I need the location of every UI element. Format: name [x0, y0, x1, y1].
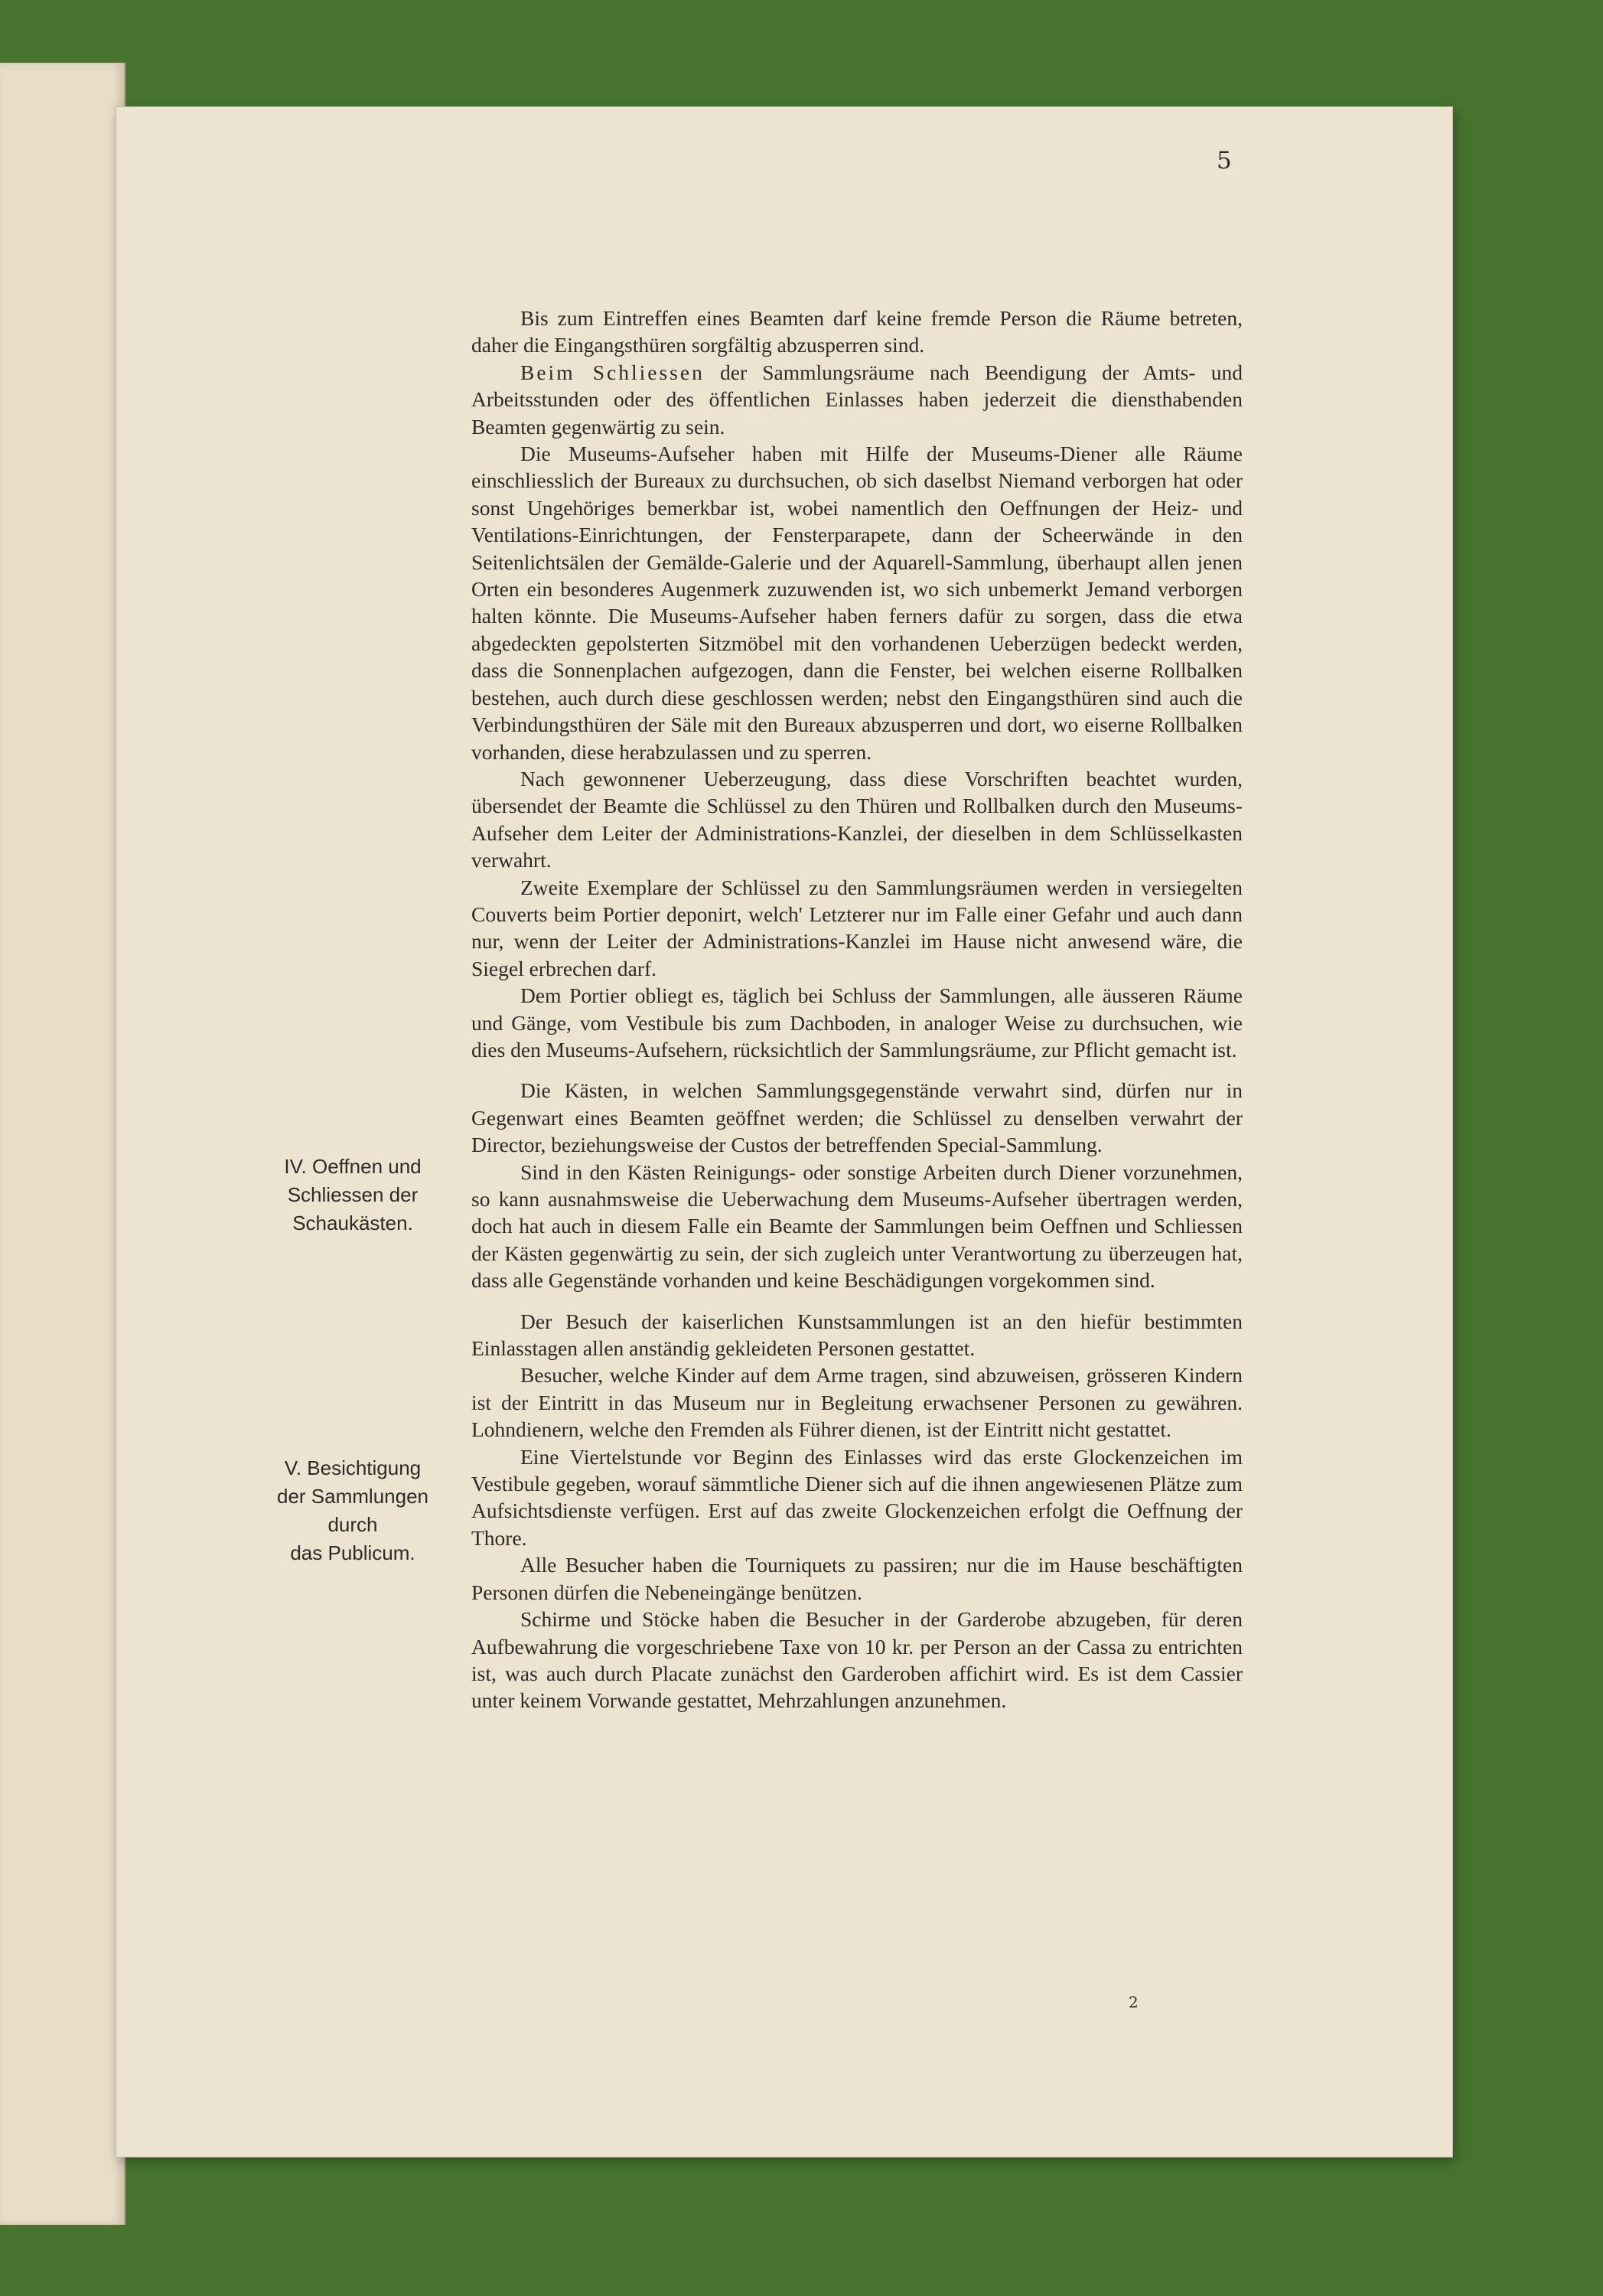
paragraph-intro-4: Nach gewonnener Ueberzeugung, dass diese Vorschriften beachtet wurden, übersendet der Beamte die Schlüssel zu den Thüren und Rollbalken durch den Museums-Aufseher dem Leiter der Administrations-Kanzlei, der dieselben in dem Schlüsselkasten verwahrt.	[471, 766, 1243, 872]
marginal-v-line-2: der Sammlungen	[277, 1485, 428, 1508]
paragraph-iv-2: Sind in den Kästen Reinigungs- oder sonstige Arbeiten durch Diener vorzunehmen, so kann ausnahmsweise die Ueberwachung dem Museums-Aufseher übertragen werden, doch hat auch in diesem Falle ein Beamte der Sammlungen beim Oeffnen und Schliessen der Kästen gegenwärtig zu sein, der sich zugleich unter Verantwortung zu überzeugen hat, dass alle Gegenstände vorhanden und keine Beschädigungen vorgekommen sind.	[471, 1159, 1243, 1293]
emphasis-schliessen: Beim Schliessen	[520, 360, 705, 384]
paragraph-v-5: Schirme und Stöcke haben die Besucher in der Garderobe abzugeben, für deren Aufbewahrung die vorgeschriebene Taxe von 10 kr. per Person an der Cassa zu entrichten ist, was auch durch Placate zunächst den Garderoben affichirt wird. Es ist dem Cassier unter keinem Vorwande gestattet, Mehrzahlungen anzunehmen.	[471, 1607, 1243, 1713]
signature-mark: 2	[1129, 1993, 1139, 2011]
paragraph-intro-1: Bis zum Eintreffen eines Beamten darf keine fremde Person die Räume betreten, daher die Eingangsthüren sorgfältig abzusperren sind.	[471, 306, 1243, 357]
main-text-column	[471, 305, 1243, 1714]
marginal-v-line-3: durch	[327, 1513, 378, 1536]
marginal-iv-line-3: Schaukästen.	[292, 1212, 413, 1234]
paragraph-intro-3: Die Museums-Aufseher haben mit Hilfe der Museums-Diener alle Räume einschliesslich der Bureaux zu durchsuchen, ob sich daselbst Niemand verborgen hat oder sonst Ungehöriges bemerkbar ist, wobei namentlich den Oeffnungen der Heiz- und Ventilations-Einrichtungen, der Fensterparapete, dann der Scheerwände in den Seitenlichtsälen der Gemälde-Galerie und der Aquarell-Sammlung, überhaupt allen jenen Orten ein besonderes Augenmerk zuzuwenden ist, wo sich unbemerkt Jemand verborgen halten könnte. Die Museums-Aufseher haben ferners dafür zu sorgen, dass die etwa abgedeckten gepolsterten Sitzmöbel mit den vorhandenen Ueberzügen bedeckt werden, dass die Sonnenplachen aufgezogen, dann die Fenster, bei welchen eiserne Rollbalken bestehen, auch durch diese geschlossen werden; nebst den Eingangsthüren sind auch die Verbindungsthüren der Säle mit den Bureaux abzusperren und dort, wo eiserne Rollbalken vorhanden, diese herabzulassen und zu sperren.	[471, 442, 1243, 764]
marginal-heading-iv	[257, 1153, 448, 1238]
paragraph-v-2: Besucher, welche Kinder auf dem Arme tragen, sind abzuweisen, grösseren Kindern ist der Eintritt in das Museum nur in Begleitung erwachsener Personen zu gewähren. Lohndienern, welche den Fremden als Führer dienen, ist der Eintritt nicht gestattet.	[471, 1363, 1243, 1442]
paragraph-v-3: Eine Viertelstunde vor Beginn des Einlasses wird das erste Glockenzeichen im Vestibule gegeben, worauf sämmtliche Diener sich auf die ihnen angewiesenen Plätze zum Aufsichtsdienste verfügen. Erst auf das zweite Glockenzeichen erfolgt die Oeffnung der Thore.	[471, 1444, 1243, 1550]
paragraph-iv-1: Die Kästen, in welchen Sammlungsgegenstände verwahrt sind, dürfen nur in Gegenwart eines Beamten geöffnet werden; die Schlüssel zu denselben verwahrt der Director, beziehungsweise der Custos der betreffenden Special-Sammlung.	[471, 1078, 1243, 1157]
paragraph-v-4: Alle Besucher haben die Tourniquets zu passiren; nur die im Hause beschäftigten Personen dürfen die Nebeneingänge benützen.	[471, 1553, 1243, 1604]
facing-page-edge	[0, 63, 125, 2225]
marginal-v-line-4: das Publicum.	[290, 1541, 415, 1564]
page-number: 5	[1217, 147, 1232, 174]
marginal-v-line-1: V. Besichtigung	[284, 1456, 422, 1479]
paragraph-v-1: Der Besuch der kaiserlichen Kunstsammlungen ist an den hiefür bestimmten Einlasstagen allen anständig gekleideten Personen gestattet.	[471, 1309, 1243, 1361]
paragraph-intro-5: Zweite Exemplare der Schlüssel zu den Sammlungsräumen werden in versiegelten Couverts beim Portier deponirt, welch' Letzterer nur im Falle einer Gefahr und auch dann nur, wenn der Leiter der Administrations-Kanzlei im Hause nicht anwesend wäre, die Siegel erbrechen darf.	[471, 875, 1243, 980]
paragraph-intro-2-text: der Sammlungsräume nach Beendigung der Amts- und Arbeitsstunden oder des öffentlichen Einlasses haben jederzeit die diensthabenden Beamten gegenwärtig zu sein.	[471, 360, 1243, 439]
marginal-iv-line-2: Schliessen der	[287, 1183, 419, 1206]
paragraph-intro-6: Dem Portier obliegt es, täglich bei Schluss der Sammlungen, alle äusseren Räume und Gänge, vom Vestibule bis zum Dachboden, in analoger Weise zu durchsuchen, wie dies den Museums-Aufsehern, rücksichtlich der Sammlungsräume, zur Pflicht gemacht ist.	[471, 983, 1243, 1062]
marginal-iv-line-1: IV. Oeffnen und	[284, 1155, 422, 1178]
paragraph-intro-2	[471, 359, 1243, 440]
marginal-heading-v	[257, 1454, 448, 1567]
